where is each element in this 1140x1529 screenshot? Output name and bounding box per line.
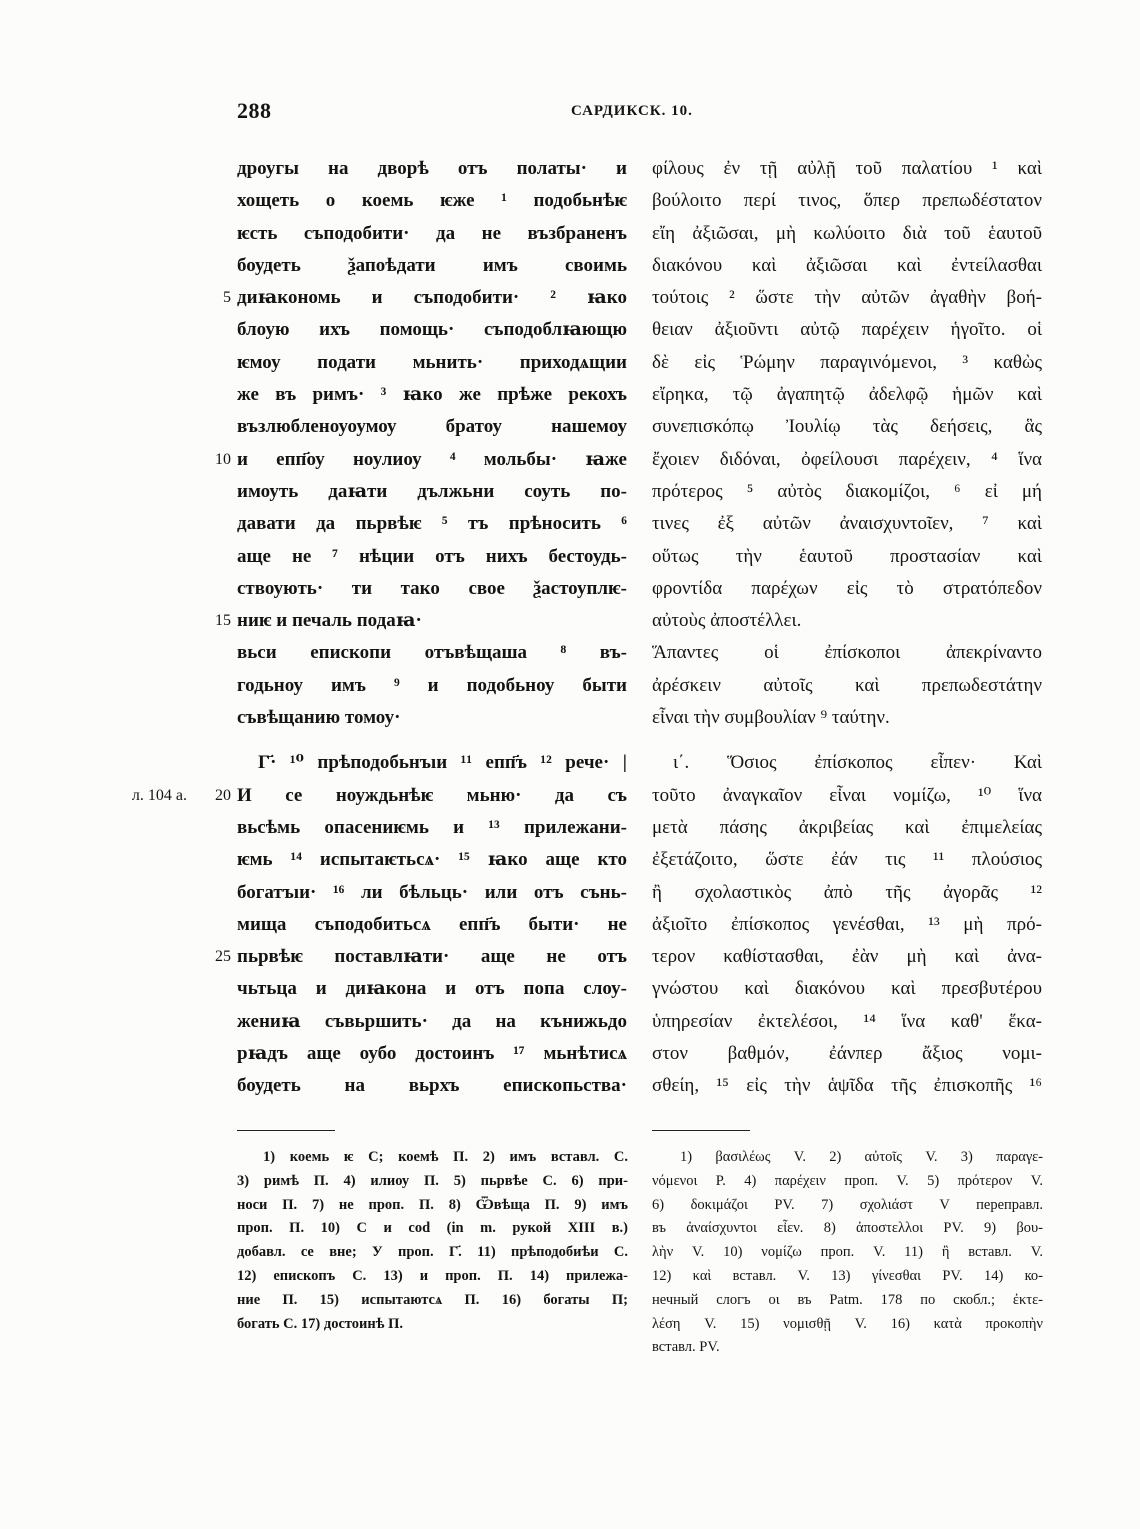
greek-column — [652, 153, 1042, 1103]
greek-line: γνώστου καὶ διακόνου καὶ πρεσβυτέρου — [652, 978, 1042, 1000]
greek-line: σθείη, ¹⁵ εἰς τὴν ἁψῖδα τῆς ἐπισκοπῆς ¹⁶ — [652, 1075, 1042, 1097]
greek-row — [652, 605, 1042, 637]
footnote-line: проп. П. 10) С и cod (in m. рукой XIII в.) — [237, 1220, 628, 1237]
footnote-line: 3) римѣ П. 4) илиоу П. 5) пьрвѣе С. 6) при- — [237, 1172, 628, 1189]
greek-row — [652, 747, 1042, 779]
slavonic-line: боудеть на вьрхъ епископьства· — [237, 1075, 627, 1097]
line-number: 5 — [223, 289, 231, 307]
greek-line: οὕτως τὴν ἑαυτοῦ προστασίαν καὶ — [652, 545, 1042, 567]
footnote-rule — [652, 1130, 750, 1131]
greek-row — [652, 476, 1042, 508]
greek-row — [652, 909, 1042, 941]
footnote-line: добавл. се вне; У проп. Г҃. 11) прѣподобиѣи С. — [237, 1244, 628, 1261]
slavonic-row — [237, 844, 627, 876]
slavonic-line: и епп҃оу ноулиоу ⁴ мольбы· ꙗже — [237, 448, 627, 470]
greek-line: συνεπισκόπῳ Ἰουλίῳ τὰς δεήσεις, ἃς — [652, 416, 1042, 438]
slavonic-line: диꙗкономь и съподобити· ² ꙗко — [237, 287, 627, 309]
slavonic-row — [215, 605, 627, 637]
slavonic-row — [237, 702, 627, 734]
slavonic-row — [237, 250, 627, 282]
footnote-line: 1) βασιλέως V. 2) αὐτοῖς V. 3) παραγε- — [680, 1149, 1043, 1165]
slavonic-line: вьси епископи отъвѣщаша ⁸ въ- — [237, 642, 627, 664]
footnote-line: νόμενοι P. 4) παρέχειν проп. V. 5) πρότερον V. — [652, 1172, 1043, 1189]
slavonic-row — [237, 573, 627, 605]
greek-row — [652, 941, 1042, 973]
slavonic-column — [131, 153, 627, 1103]
footnote-line: 12) καὶ вставл. V. 13) γίνεσθαι PV. 14) ко- — [652, 1267, 1043, 1284]
greek-line: εἴρηκα, τῷ ἀγαπητῷ ἀδελφῷ ἡμῶν καὶ — [652, 384, 1042, 406]
footnote-line: богать С. 17) достоинѣ П. — [237, 1315, 403, 1332]
slavonic-row — [131, 780, 627, 812]
line-number: 20 — [215, 786, 231, 804]
slavonic-line: годьноу имъ ⁹ и подобьноу быти — [237, 674, 627, 696]
slavonic-row — [237, 670, 627, 702]
slavonic-line: мища съподобитьсѧ епп҃ъ быти· не — [237, 913, 627, 935]
slavonic-line: съвѣщанию томоу· — [237, 707, 401, 729]
greek-line: τούτοις ² ὥστε τὴν αὐτῶν ἀγαθὴν βοή- — [652, 287, 1042, 309]
footnote-line: въ ἀναίσχυντοι εἶεν. 8) ἀποστελλοι PV. 9) βου- — [652, 1220, 1043, 1237]
slavonic-line: ѥмоу подати мьнить· приходѧщии — [237, 351, 627, 373]
greek-row — [652, 1038, 1042, 1070]
slavonic-row — [237, 973, 627, 1005]
footnote-line: вставл. PV. — [652, 1339, 720, 1356]
greek-line: διακόνου καὶ ἀξιῶσαι καὶ ἐντείλασθαι — [652, 254, 1042, 276]
greek-row — [652, 282, 1042, 314]
slavonic-row — [237, 185, 627, 217]
slavonic-line: дроугы на дворѣ отъ полаты· и — [237, 158, 627, 179]
slavonic-row — [237, 476, 627, 508]
slavonic-line: И се ноуждьнѣѥ мьню· да съ — [237, 784, 627, 806]
greek-line: φροντίδα παρέχων εἰς τὸ στρατόπεδον — [652, 577, 1042, 599]
line-number: 10 — [215, 450, 231, 468]
slavonic-row — [237, 218, 627, 250]
margin-note: л. 104 а. — [131, 786, 187, 804]
slavonic-row — [237, 1038, 627, 1070]
line-number: 25 — [215, 948, 231, 966]
slavonic-row — [223, 282, 627, 314]
greek-footnotes — [652, 1146, 1043, 1360]
greek-row — [652, 314, 1042, 346]
footnote-line: 12) епископъ С. 13) и проп. П. 14) прилежа- — [237, 1267, 628, 1284]
slavonic-line: ствоують· ти тако свое ѯастоуплѥ- — [237, 577, 627, 599]
slavonic-row — [237, 877, 627, 909]
slavonic-line: ниѥ и печаль подаꙗ· — [237, 610, 422, 632]
slavonic-row — [215, 444, 627, 476]
greek-row — [652, 508, 1042, 540]
greek-line: τερον καθίστασθαι, ἐὰν μὴ καὶ ἀνα- — [652, 946, 1042, 968]
greek-line: ἐξετάζοιτο, ὥστε ἐάν τις ¹¹ πλούσιος — [652, 849, 1042, 871]
greek-line: ἔχοιεν διδόναι, ὀφείλουσι παρέχειν, ⁴ ἵνα — [652, 448, 1042, 470]
slavonic-row — [215, 941, 627, 973]
slavonic-line: жениꙗ съвьршить· да на кънижьдо — [237, 1010, 627, 1032]
page-number: 288 — [237, 98, 272, 123]
running-title: САРДИКСК. 10. — [571, 103, 693, 119]
slavonic-row — [237, 812, 627, 844]
slavonic-line: ѥсть съподобити· да не възбраненъ — [237, 222, 627, 244]
greek-row — [652, 153, 1042, 185]
slavonic-line: имоуть даꙗти дължьни соуть по- — [237, 480, 627, 502]
footnote-line: λὴν V. 10) νομίζω проп. V. 11) ἢ вставл. V. — [652, 1244, 1043, 1261]
greek-line: αὐτοὺς ἀποστέλλει. — [652, 610, 802, 632]
slavonic-row — [237, 347, 627, 379]
footnote-line: ние П. 15) испытаютсѧ П. 16) богаты П; — [237, 1291, 628, 1308]
greek-row — [652, 444, 1042, 476]
greek-line: Ἅπαντες οἱ ἐπίσκοποι ἀπεκρίναντο — [652, 642, 1042, 664]
footnote-line: λέση V. 15) νομισθῇ V. 16) κατὰ προκοπὴν — [652, 1315, 1043, 1332]
slavonic-row — [237, 1006, 627, 1038]
slavonic-row — [237, 909, 627, 941]
slavonic-line: ѥмь ¹⁴ испытаѥтьсѧ· ¹⁵ ꙗко аще кто — [237, 849, 627, 871]
slavonic-line: же въ римъ· ³ ꙗко же прѣже рекохъ — [237, 384, 627, 406]
greek-row — [652, 973, 1042, 1005]
slavonic-line: чьтьца и диꙗкона и отъ попа слоу- — [237, 978, 627, 1000]
greek-row — [652, 844, 1042, 876]
line-number: 15 — [215, 612, 231, 630]
greek-row — [652, 812, 1042, 844]
slavonic-line: хощеть о коемь ѥже ¹ подобьнѣѥ — [237, 190, 627, 212]
greek-line: μετὰ πάσης ἀκριβείας καὶ ἐπιμελείας — [652, 816, 1042, 838]
greek-row — [652, 379, 1042, 411]
greek-line: ἀρέσκειν αὐτοῖς καὶ πρεπωδεστάτην — [652, 674, 1042, 696]
slavonic-row — [237, 1070, 627, 1102]
greek-row — [652, 637, 1042, 669]
greek-row — [652, 670, 1042, 702]
greek-row — [652, 573, 1042, 605]
greek-row — [652, 218, 1042, 250]
greek-line: δὲ εἰς Ῥώμην παραγινόμενοι, ³ καθὼς — [652, 351, 1042, 373]
slavonic-row — [237, 314, 627, 346]
greek-line: εἴη ἀξιῶσαι, μὴ κωλύοιτο διὰ τοῦ ἑαυτοῦ — [652, 222, 1042, 244]
greek-line: βούλοιτο περί τινος, ὅπερ πρεπωδέστατον — [652, 190, 1042, 212]
greek-row — [652, 541, 1042, 573]
greek-line: τοῦτο ἀναγκαῖον εἶναι νομίζω, ¹⁰ ἵνα — [652, 784, 1042, 806]
greek-line: θειαν ἀξιοῦντι αὐτῷ παρέχειν ἡγοῖτο. οἱ — [652, 319, 1042, 341]
slavonic-line: аще не ⁷ нѣции отъ нихъ бестоудь- — [237, 545, 627, 567]
footnote-rule — [237, 1130, 335, 1131]
slavonic-line: пьрвѣѥ поставлꙗти· аще не отъ — [237, 946, 627, 968]
slavonic-row — [237, 541, 627, 573]
slavonic-row — [237, 508, 627, 540]
slavonic-line: рꙗдъ аще оубо достоинъ ¹⁷ мьнѣтисѧ — [237, 1043, 627, 1065]
greek-row — [652, 250, 1042, 282]
greek-line: πρότερος ⁵ αὐτὸς διακομίζοι, ⁶ εἰ μή — [652, 480, 1042, 502]
greek-row — [652, 1006, 1042, 1038]
greek-row — [652, 185, 1042, 217]
slavonic-line: богатъıи· ¹⁶ ли бѣльць· или отъ сънь- — [237, 881, 627, 903]
greek-row — [652, 1070, 1042, 1102]
greek-line: ἢ σχολαστικὸς ἀπὸ τῆς ἀγορᾶς ¹² — [652, 881, 1042, 903]
greek-row — [652, 780, 1042, 812]
greek-row — [652, 877, 1042, 909]
footnote-line: носи П. 7) не проп. П. 8) Ѿвѣща П. 9) имъ — [237, 1196, 628, 1213]
slavonic-row — [237, 637, 627, 669]
slavonic-row — [237, 379, 627, 411]
greek-line: ι΄. Ὅσιος ἐπίσκοπος εἶπεν· Καὶ — [673, 752, 1042, 774]
greek-line: φίλους ἐν τῇ αὐλῇ τοῦ παλατίου ¹ καὶ — [652, 158, 1042, 179]
greek-line: εἶναι τὴν συμβουλίαν ⁹ ταύτην. — [652, 707, 890, 729]
slavonic-line: възлюбленоуоумоу братоу нашемоу — [237, 416, 627, 438]
slavonic-line: блоую ихъ помощь· съподоблꙗющю — [237, 319, 627, 341]
slavonic-line: боудеть ѯапоѣдати имъ своимь — [237, 254, 627, 276]
footnote-line: 1) коемь ѥ С; коемѣ П. 2) имъ вставл. С. — [263, 1149, 628, 1165]
greek-row — [652, 411, 1042, 443]
slavonic-line: давати да пьрвѣѥ ⁵ тъ прѣносить ⁶ — [237, 513, 627, 535]
footnote-line: 6) δοκιμάζοι PV. 7) σχολιάστ V переправл. — [652, 1196, 1043, 1213]
slavonic-line: Г҃· ¹⁰ прѣподобьнъıи ¹¹ епп҃ъ ¹² рече· | — [258, 752, 627, 774]
slavonic-footnotes — [237, 1146, 628, 1336]
greek-row — [652, 702, 1042, 734]
slavonic-row — [237, 411, 627, 443]
slavonic-line: вьсѣмь опасениѥмь и ¹³ прилежани- — [237, 816, 627, 838]
greek-row — [652, 347, 1042, 379]
greek-line: στον βαθμόν, ἐάνπερ ἄξιος νομι- — [652, 1043, 1042, 1065]
slavonic-row — [237, 153, 627, 185]
greek-line: τινες ἐξ αὐτῶν ἀναισχυντοῖεν, ⁷ καὶ — [652, 513, 1042, 535]
greek-line: ὑπηρεσίαν ἐκτελέσοι, ¹⁴ ἵνα καθ' ἕκα- — [652, 1010, 1042, 1032]
slavonic-row — [237, 747, 627, 779]
greek-line: ἀξιοῖτο ἐπίσκοπος γενέσθαι, ¹³ μὴ πρό- — [652, 913, 1042, 935]
footnote-line: нечный слогъ οι въ Patm. 178 по скобл.; ἐκτε- — [652, 1291, 1043, 1308]
